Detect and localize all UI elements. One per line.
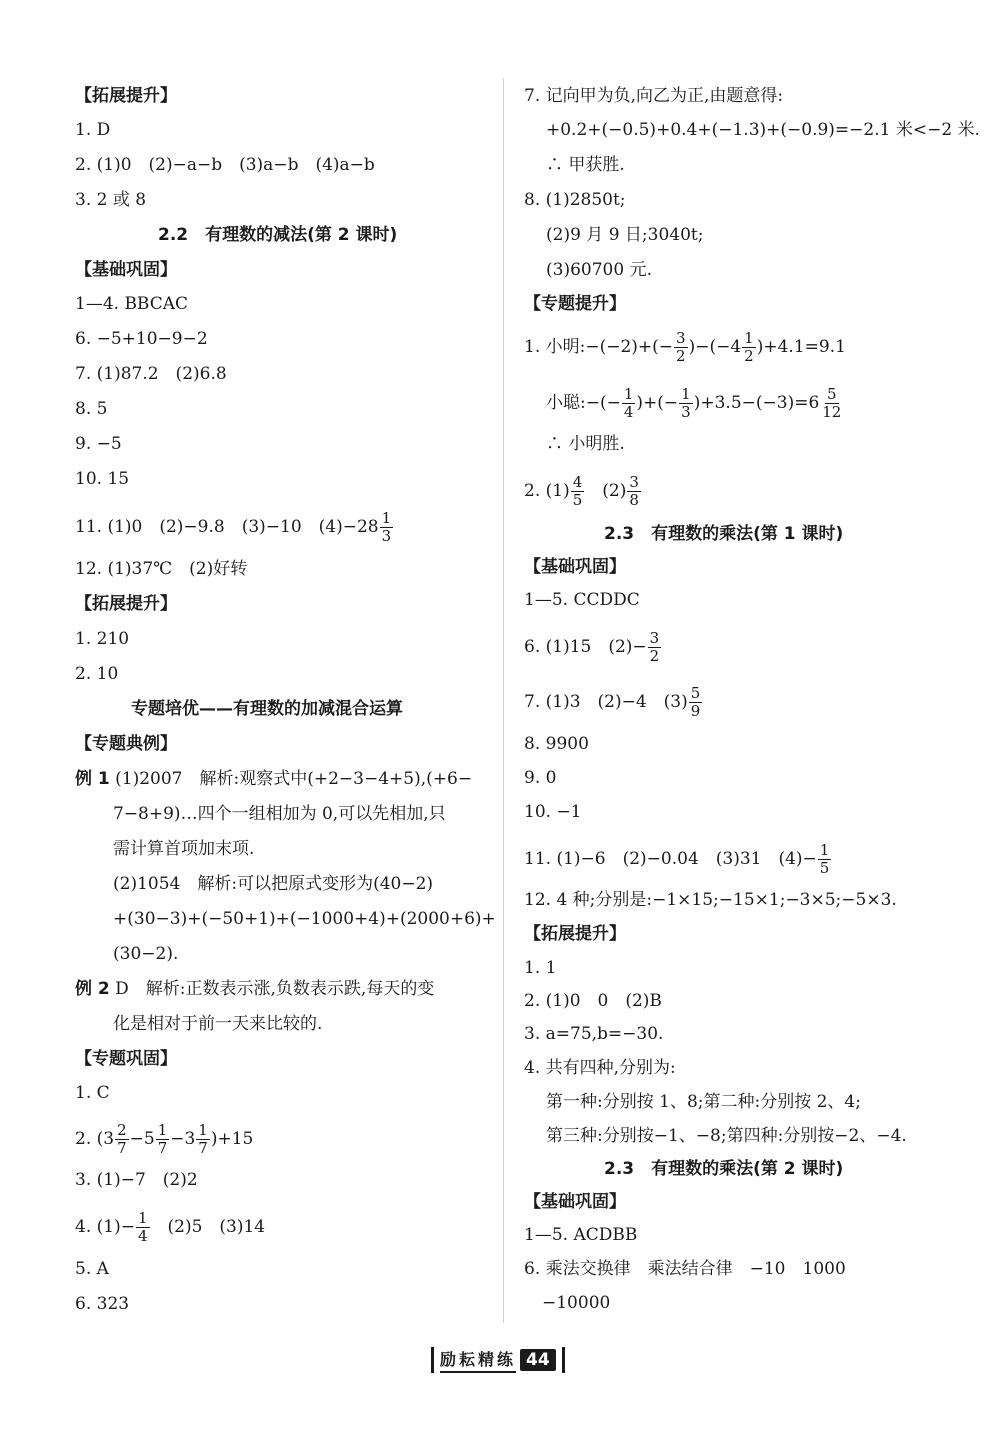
answer-line xyxy=(75,1210,265,1245)
example-line: +(30−3)+(−50+1)+(−1000+4)+(2000+6)+ xyxy=(113,909,496,929)
answer-line xyxy=(524,630,662,665)
denominator: 2 xyxy=(676,347,686,365)
fraction xyxy=(627,474,641,509)
answer-line: 8. (1)2850t; xyxy=(524,190,626,210)
denominator: 4 xyxy=(137,1227,148,1245)
numerator: 1 xyxy=(623,385,634,403)
numerator: 3 xyxy=(629,473,639,491)
numerator: 1 xyxy=(198,1121,208,1139)
example-text: (1)2007 解析:观察式中(+2−3−4+5),(+6− xyxy=(115,769,473,789)
numerator: 3 xyxy=(676,329,686,347)
section-header-basic: 【基础巩固】 xyxy=(524,557,626,577)
lesson-title: 2.2 有理数的减法(第 2 课时) xyxy=(158,225,398,245)
answer-line xyxy=(524,685,703,720)
section-header-expand: 【拓展提升】 xyxy=(75,86,177,106)
answer-line: 1. D xyxy=(75,120,111,140)
answer-line: 2. (1)0 0 (2)B xyxy=(524,991,662,1011)
answer-line xyxy=(75,1122,253,1157)
answer-text: )+3.5−(−3)=6 xyxy=(693,393,820,413)
answer-line: 1. 210 xyxy=(75,629,130,649)
example-line: (30−2). xyxy=(113,944,179,964)
answer-text: 7. (1)3 (2)−4 (3) xyxy=(524,692,688,712)
numerator: 1 xyxy=(381,509,392,527)
denominator: 12 xyxy=(822,403,842,421)
denominator: 2 xyxy=(744,347,754,365)
answer-line: 7. 记向甲为负,向乙为正,由题意得: xyxy=(524,86,784,106)
section-header-consolidate: 【专题巩固】 xyxy=(75,1049,177,1069)
answer-line xyxy=(524,474,642,509)
example-line xyxy=(75,767,472,791)
answer-text: )+4.1=9.1 xyxy=(756,337,846,357)
answer-line: 6. 323 xyxy=(75,1294,130,1314)
lesson-title: 2.3 有理数的乘法(第 2 课时) xyxy=(604,1159,844,1179)
section-header-basic: 【基础巩固】 xyxy=(524,1192,626,1212)
footer-bar-right xyxy=(562,1347,565,1373)
answer-text: −3 xyxy=(170,1129,196,1149)
footer-bar-left xyxy=(431,1347,434,1373)
page-footer xyxy=(425,1345,571,1375)
fraction xyxy=(820,386,843,421)
answer-line: 1—5. CCDDC xyxy=(524,590,640,610)
example-label: 例 1 xyxy=(75,769,110,789)
answer-line: 3. 2 或 8 xyxy=(75,190,147,210)
answer-line: 8. 9900 xyxy=(524,734,589,754)
fraction xyxy=(679,386,693,421)
fraction xyxy=(571,474,585,509)
fraction xyxy=(380,510,394,545)
answer-line: 第三种:分别按−1、−8;第四种:分别按−2、−4. xyxy=(546,1126,907,1146)
denominator: 9 xyxy=(690,702,701,720)
numerator: 5 xyxy=(690,684,701,702)
answer-text: 11. (1)−6 (2)−0.04 (3)31 (4)− xyxy=(524,849,817,869)
example-line: (2)1054 解析:可以把原式变形为(40−2) xyxy=(113,874,434,894)
numerator: 4 xyxy=(572,473,583,491)
answer-line: 9. −5 xyxy=(75,434,122,454)
fraction xyxy=(622,386,636,421)
fraction xyxy=(136,1210,150,1245)
answer-line: 6. 乘法交换律 乘法结合律 −10 1000 xyxy=(524,1259,846,1279)
denominator: 7 xyxy=(198,1139,208,1157)
answer-line: 1. C xyxy=(75,1083,110,1103)
section-header-examples: 【专题典例】 xyxy=(75,734,177,754)
answer-line xyxy=(546,386,844,421)
fraction xyxy=(742,330,756,365)
denominator: 2 xyxy=(649,647,660,665)
numerator: 3 xyxy=(649,629,660,647)
numerator: 1 xyxy=(681,385,691,403)
answer-line: 1. 1 xyxy=(524,958,557,978)
numerator: 1 xyxy=(819,841,830,859)
denominator: 4 xyxy=(623,403,634,421)
fraction xyxy=(196,1122,210,1157)
section-header-topic: 【专题提升】 xyxy=(524,294,626,314)
answer-line: (2)9 月 9 日;3040t; xyxy=(546,225,704,245)
fraction xyxy=(156,1122,170,1157)
example-line xyxy=(75,977,434,1001)
answer-line: 12. (1)37℃ (2)好转 xyxy=(75,559,248,579)
answer-line: 10. 15 xyxy=(75,469,130,489)
answer-line: ∴ 小明胜. xyxy=(546,434,625,454)
answer-text: (2)5 (3)14 xyxy=(150,1217,266,1237)
answer-line: 10. −1 xyxy=(524,802,582,822)
answer-line: 8. 5 xyxy=(75,399,108,419)
answer-text: 2. (1) xyxy=(524,481,570,501)
brand-name: 励耘精练 xyxy=(440,1347,516,1373)
answer-line: +0.2+(−0.5)+0.4+(−1.3)+(−0.9)=−2.1 米<−2 米. xyxy=(546,120,980,140)
denominator: 5 xyxy=(819,859,830,877)
numerator: 1 xyxy=(744,329,754,347)
column-divider xyxy=(503,78,504,1323)
page-number: 44 xyxy=(520,1349,556,1371)
answer-line: 6. −5+10−9−2 xyxy=(75,329,208,349)
example-line: 需计算首项加末项. xyxy=(113,839,255,859)
answer-text: −5 xyxy=(129,1129,155,1149)
example-text: D 解析:正数表示涨,负数表示跌,每天的变 xyxy=(115,979,435,999)
answer-line: 2. (1)0 (2)−a−b (3)a−b (4)a−b xyxy=(75,155,375,175)
answer-line: 7. (1)87.2 (2)6.8 xyxy=(75,364,227,384)
example-label: 例 2 xyxy=(75,979,110,999)
numerator: 1 xyxy=(137,1209,148,1227)
answer-line: 3. (1)−7 (2)2 xyxy=(75,1170,198,1190)
answer-text: (2) xyxy=(585,481,627,501)
answer-line: 第一种:分别按 1、8;第二种:分别按 2、4; xyxy=(546,1092,861,1112)
numerator: 2 xyxy=(117,1121,127,1139)
section-header-expand: 【拓展提升】 xyxy=(75,594,177,614)
fraction xyxy=(115,1122,129,1157)
section-header-expand: 【拓展提升】 xyxy=(524,924,626,944)
numerator: 5 xyxy=(827,385,837,403)
answer-text: 1. 小明:−(−2)+(− xyxy=(524,337,674,357)
denominator: 3 xyxy=(681,403,691,421)
answer-line xyxy=(75,510,394,545)
denominator: 5 xyxy=(572,491,583,509)
answer-text: 6. (1)15 (2)− xyxy=(524,637,647,657)
answer-text: 小聪:−(− xyxy=(546,393,621,413)
fraction xyxy=(648,630,662,665)
answer-text: 11. (1)0 (2)−9.8 (3)−10 (4)−28 xyxy=(75,517,379,537)
answer-text: 2. (3 xyxy=(75,1129,115,1149)
answer-line: 4. 共有四种,分别为: xyxy=(524,1058,676,1078)
answer-text: 4. (1)− xyxy=(75,1217,135,1237)
answer-line: 12. 4 种;分别是:−1×15;−15×1;−3×5;−5×3. xyxy=(524,890,897,910)
answer-line: 9. 0 xyxy=(524,768,557,788)
fraction xyxy=(818,842,832,877)
answer-line: −10000 xyxy=(542,1293,611,1313)
example-line: 化是相对于前一天来比较的. xyxy=(113,1014,323,1034)
fraction xyxy=(689,685,703,720)
section-header-basic: 【基础巩固】 xyxy=(75,260,177,280)
answer-line xyxy=(524,842,832,877)
answer-line: 2. 10 xyxy=(75,664,119,684)
denominator: 8 xyxy=(629,491,639,509)
answer-line: ∴ 甲获胜. xyxy=(546,155,625,175)
denominator: 3 xyxy=(381,527,392,545)
denominator: 7 xyxy=(117,1139,127,1157)
answer-line: (3)60700 元. xyxy=(546,260,652,280)
answer-text: )+15 xyxy=(210,1129,254,1149)
lesson-title: 2.3 有理数的乘法(第 1 课时) xyxy=(604,524,844,544)
answer-line: 5. A xyxy=(75,1259,109,1279)
answer-line: 1—5. ACDBB xyxy=(524,1225,638,1245)
answer-text: )−(−4 xyxy=(688,337,742,357)
numerator: 1 xyxy=(157,1121,168,1139)
denominator: 7 xyxy=(157,1139,168,1157)
answer-line: 1—4. BBCAC xyxy=(75,294,189,314)
answer-text: )+(− xyxy=(636,393,679,413)
answer-line: 3. a=75,b=−30. xyxy=(524,1024,664,1044)
fraction xyxy=(674,330,688,365)
answer-line xyxy=(524,330,846,365)
topic-title: 专题培优——有理数的加减混合运算 xyxy=(131,699,403,719)
example-line: 7−8+9)…四个一组相加为 0,可以先相加,只 xyxy=(113,804,446,824)
